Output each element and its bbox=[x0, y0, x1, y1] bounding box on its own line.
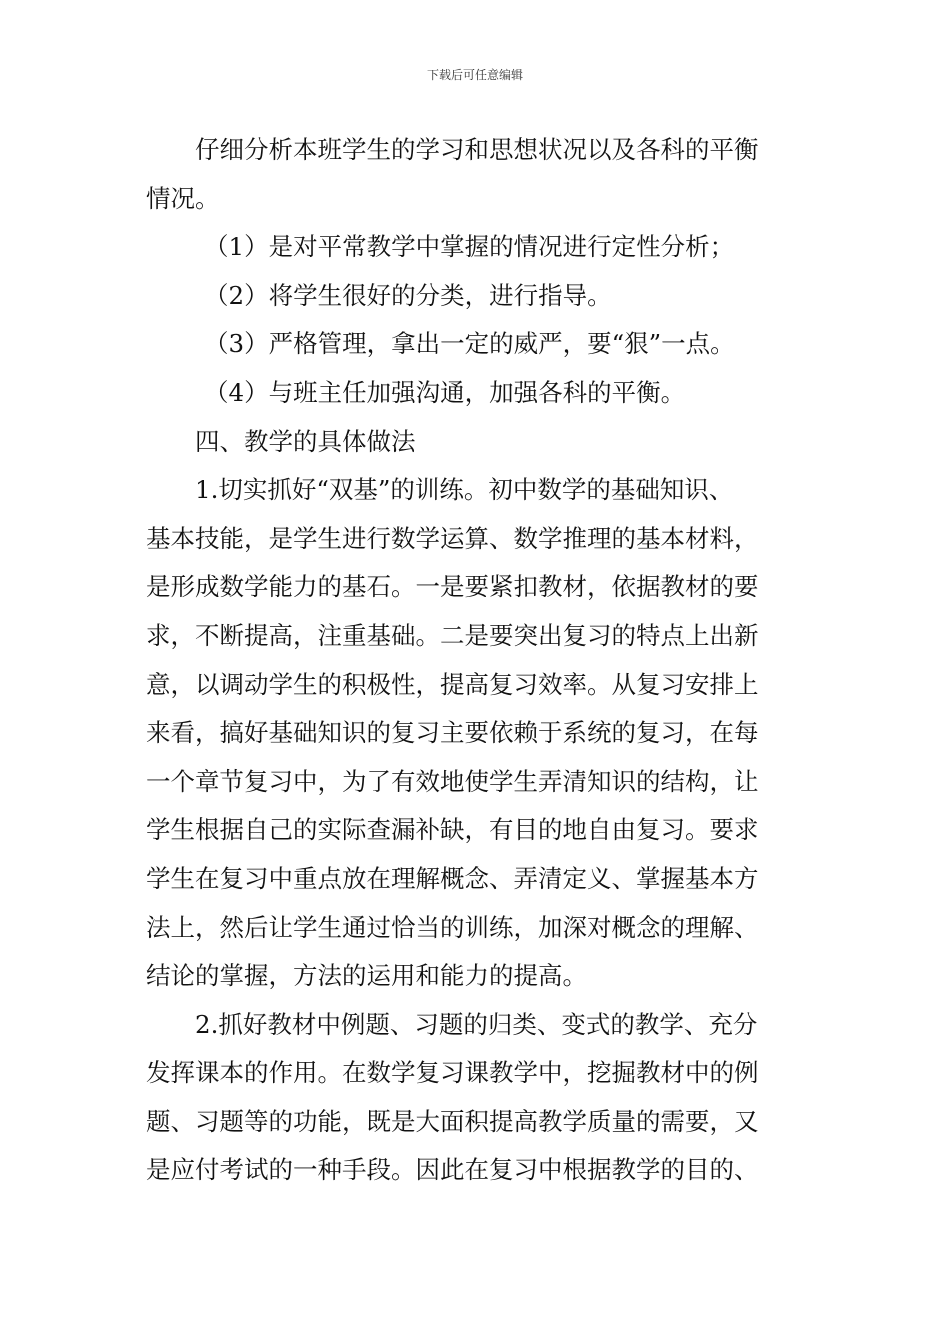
text-line: 发挥课本的作用。在数学复习课教学中，挖掘教材中的例 bbox=[146, 1058, 759, 1088]
text-line: 1.切实抓好“双基”的训练。初中数学的基础知识、 bbox=[195, 475, 734, 505]
text-line: 四、教学的具体做法 bbox=[195, 426, 416, 456]
text-line: 情况。 bbox=[146, 183, 220, 213]
text-line: （1）是对平常教学中掌握的情况进行定性分析； bbox=[204, 232, 735, 262]
text-line: 来看，搞好基础知识的复习主要依赖于系统的复习，在每 bbox=[146, 718, 759, 748]
text-line: 学生根据自己的实际查漏补缺，有目的地自由复习。要求 bbox=[146, 815, 759, 845]
text-line: 仔细分析本班学生的学习和思想状况以及各科的平衡 bbox=[195, 135, 759, 164]
text-line: 结论的掌握，方法的运用和能力的提高。 bbox=[146, 961, 587, 991]
text-line: 基本技能，是学生进行数学运算、数学推理的基本材料， bbox=[146, 523, 759, 553]
document-body bbox=[146, 126, 808, 1195]
text-line: 意，以调动学生的积极性，提高复习效率。从复习安排上 bbox=[146, 669, 759, 699]
text-line: 法上，然后让学生通过恰当的训练，加深对概念的理解、 bbox=[146, 912, 759, 942]
text-line: 一个章节复习中，为了有效地使学生弄清知识的结构，让 bbox=[146, 766, 759, 796]
text-line: 是形成数学能力的基石。一是要紧扣教材，依据教材的要 bbox=[146, 572, 759, 602]
text-line: 是应付考试的一种手段。因此在复习中根据教学的目的、 bbox=[146, 1155, 759, 1185]
text-line: （3）严格管理，拿出一定的威严，要“狠”一点。 bbox=[204, 329, 735, 359]
text-line: 学生在复习中重点放在理解概念、弄清定义、掌握基本方 bbox=[146, 863, 759, 893]
text-line: 题、习题等的功能，既是大面积提高教学质量的需要，又 bbox=[146, 1106, 759, 1136]
text-line: （4）与班主任加强沟通，加强各科的平衡。 bbox=[204, 377, 686, 407]
text-line: （2）将学生很好的分类，进行指导。 bbox=[204, 280, 612, 310]
page-header: 下载后可任意编辑 bbox=[426, 68, 523, 82]
text-line: 2.抓好教材中例题、习题的归类、变式的教学、充分 bbox=[195, 1009, 758, 1039]
text-line: 求，不断提高，注重基础。二是要突出复习的特点上出新 bbox=[146, 620, 759, 650]
